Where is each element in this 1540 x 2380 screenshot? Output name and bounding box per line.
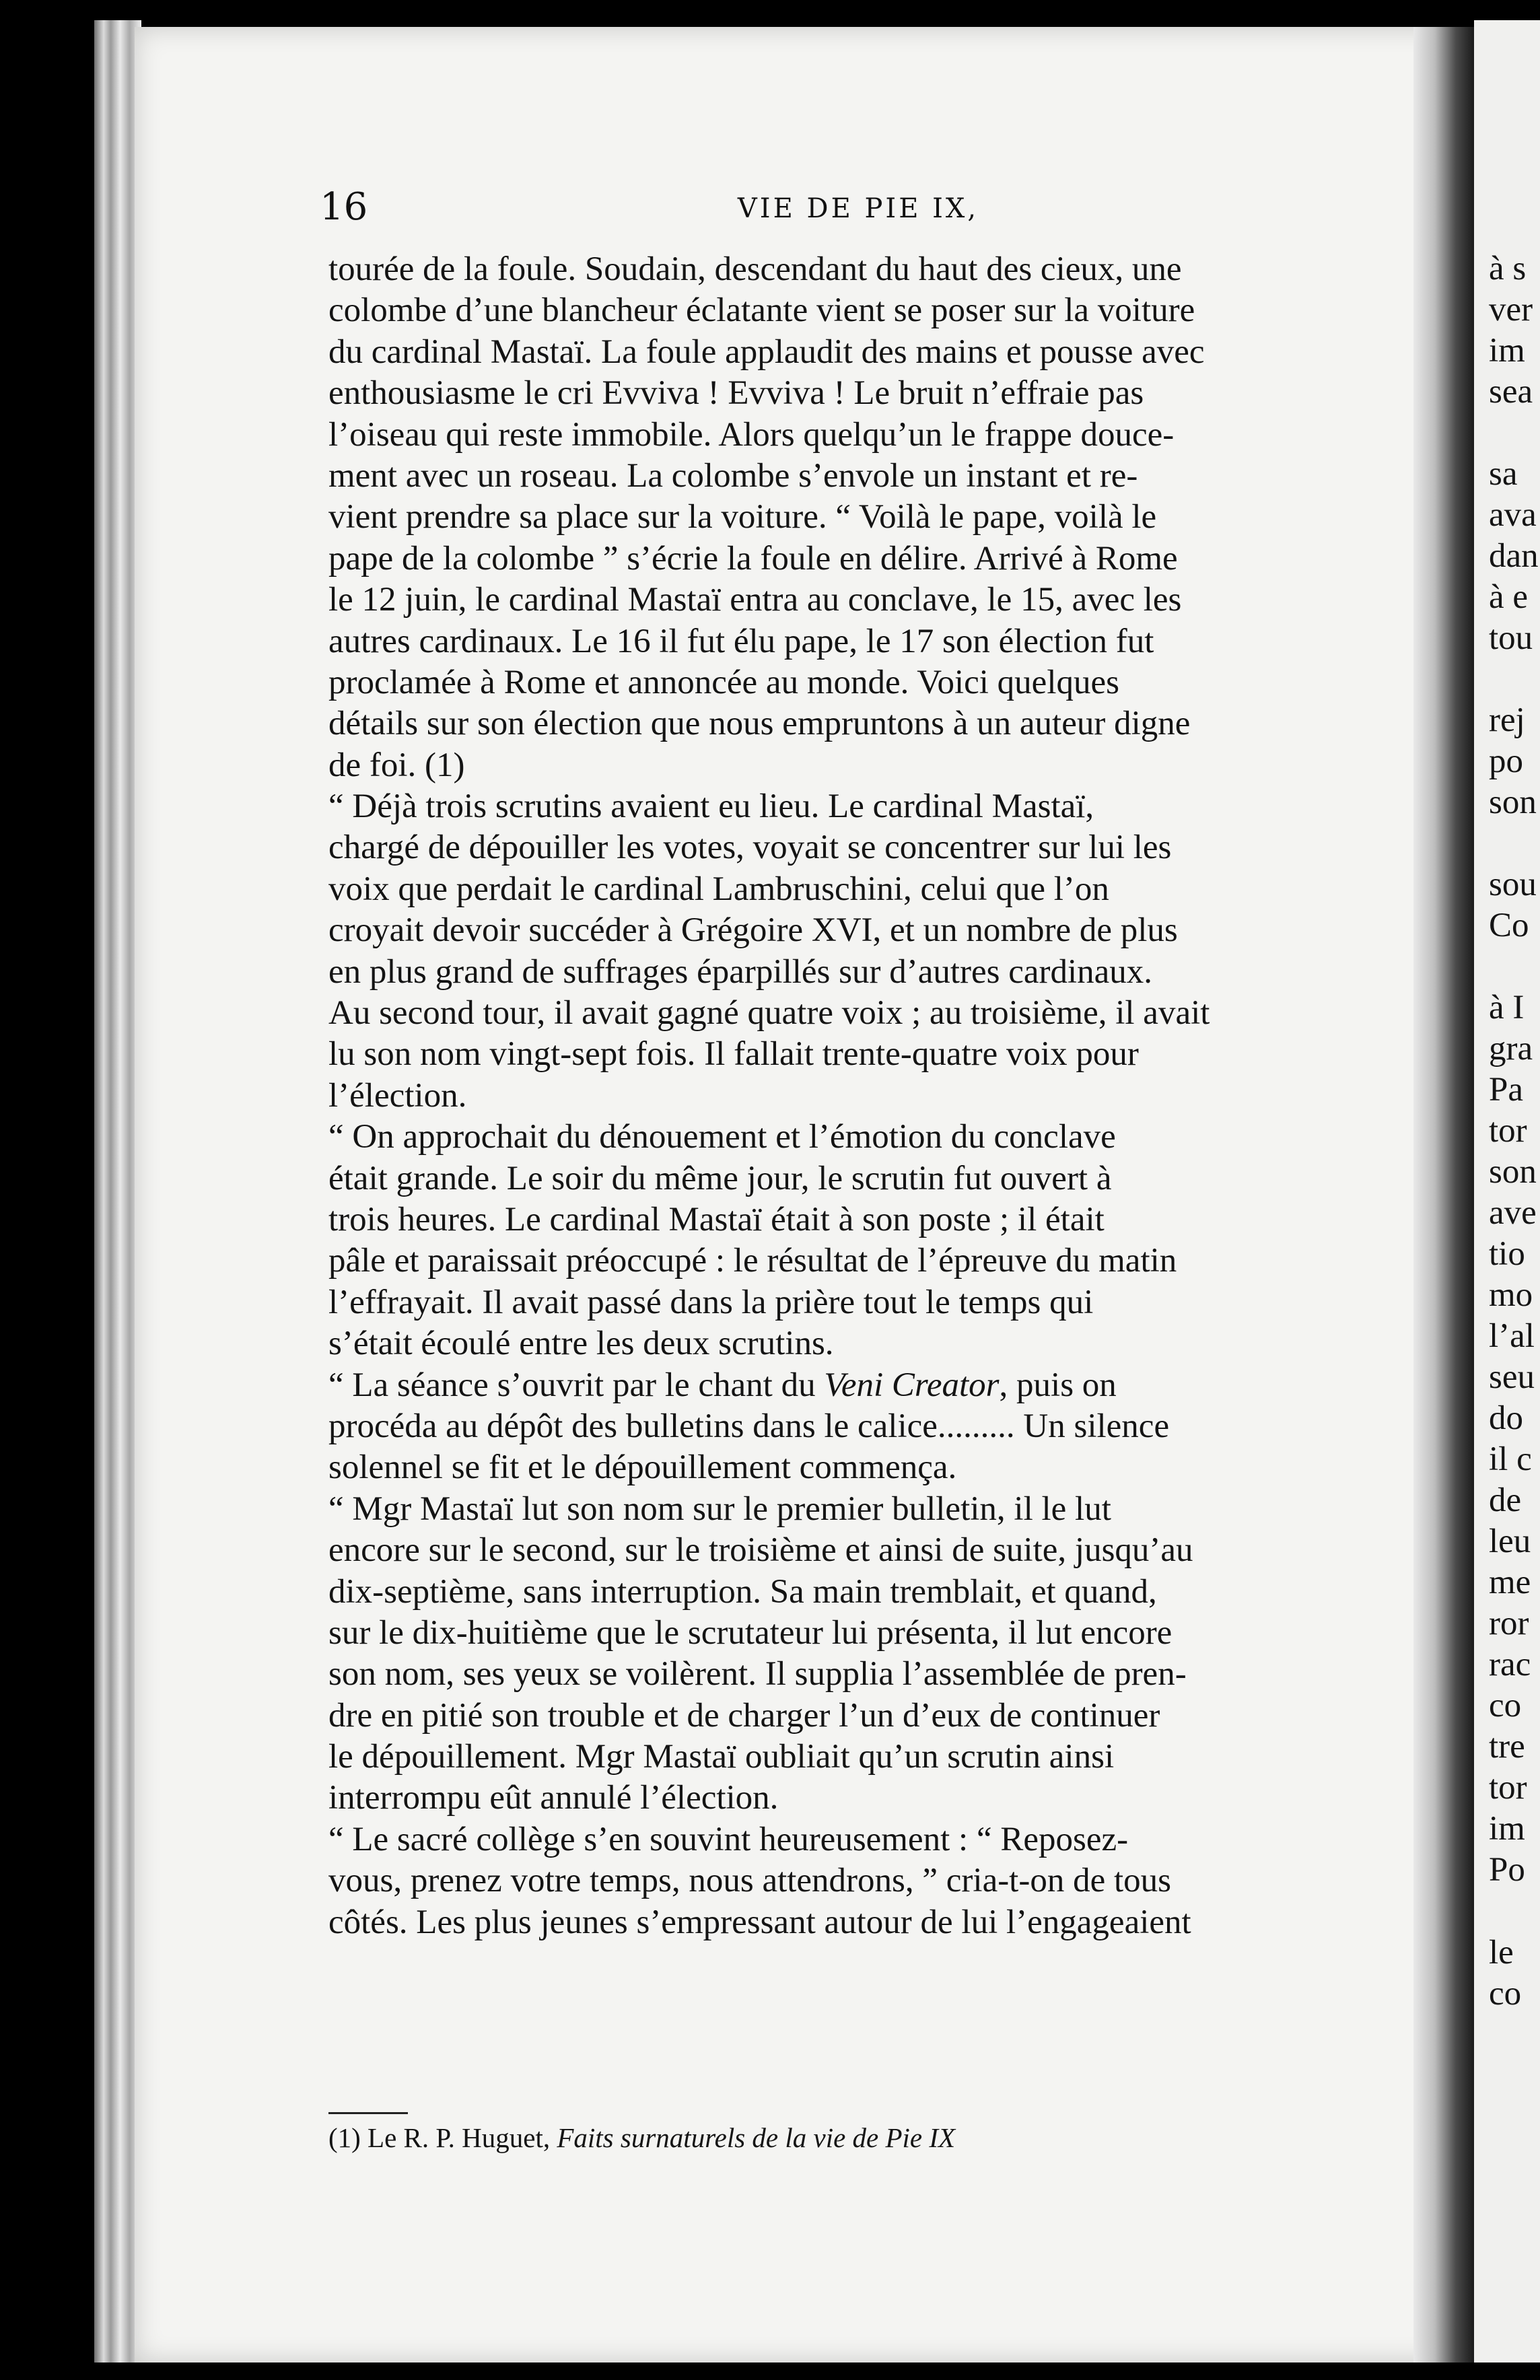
facing-page-fragment: ava	[1489, 496, 1537, 534]
text-line: de foi. (1)	[328, 746, 465, 784]
text-line: l’oiseau qui reste immobile. Alors quelqu’un le frappe douce-	[328, 415, 1175, 454]
text-line: autres cardinaux. Le 16 il fut élu pape, le 17 son élection fut	[328, 622, 1154, 660]
facing-page-fragment: son	[1489, 1153, 1537, 1191]
text-line: vous, prenez votre temps, nous attendrons, ” cria-t-on de tous	[328, 1862, 1171, 1900]
facing-page-fragment: ver	[1489, 291, 1533, 328]
page-header	[320, 185, 1397, 246]
facing-page-fragment: tou	[1489, 619, 1533, 657]
body-text	[328, 249, 1395, 1943]
text-line: sur le dix-huitième que le scrutateur lui présenta, il lut encore	[328, 1613, 1172, 1652]
facing-page-fragment: Pa	[1489, 1071, 1523, 1109]
text-line: pâle et paraissait préoccupé : le résultat de l’épreuve du matin	[328, 1242, 1177, 1280]
facing-page-fragment: im	[1489, 332, 1525, 370]
facing-page-fragment: im	[1489, 1810, 1525, 1848]
facing-page-fragment: rac	[1489, 1646, 1531, 1683]
text-line: dix-septième, sans interruption. Sa main tremblait, et quand,	[328, 1572, 1157, 1611]
text-line: s’était écoulé entre les deux scrutins.	[328, 1325, 834, 1363]
text-line: ment avec un roseau. La colombe s’envole un instant et re-	[328, 456, 1138, 495]
footnote-rule	[328, 2112, 408, 2114]
facing-page-fragment: co	[1489, 1687, 1522, 1724]
facing-page-fragment: tio	[1489, 1235, 1525, 1273]
text-line: interrompu eût annulé l’élection.	[328, 1779, 779, 1817]
page-number: 16	[320, 185, 368, 229]
facing-page-fragment: Co	[1489, 907, 1529, 944]
text-line: tourée de la foule. Soudain, descendant du haut des cieux, une	[328, 250, 1182, 288]
text-line: colombe d’une blancheur éclatante vient se poser sur la voiture	[328, 291, 1195, 330]
text-line: le 12 juin, le cardinal Mastaï entra au conclave, le 15, avec les	[328, 581, 1182, 619]
text-line: était grande. Le soir du même jour, le scrutin fut ouvert à	[328, 1159, 1112, 1197]
text-line: solennel se fit et le dépouillement commença.	[328, 1448, 957, 1487]
text-line: l’élection.	[328, 1076, 467, 1115]
facing-page-fragment: rej	[1489, 701, 1525, 739]
facing-page-fragment: gra	[1489, 1030, 1533, 1068]
facing-page-fragment: ave	[1489, 1194, 1537, 1232]
text-line: “ Le sacré collège s’en souvint heureusement : “ Reposez-	[328, 1820, 1129, 1858]
facing-page-fragment: sa	[1489, 455, 1518, 493]
text-line: son nom, ses yeux se voilèrent. Il supplia l’assemblée de pren-	[328, 1655, 1187, 1693]
facing-page-fragment: Po	[1489, 1851, 1525, 1889]
text-line: dre en pitié son trouble et de charger l’un d’eux de continuer	[328, 1696, 1160, 1735]
text-line: croyait devoir succéder à Grégoire XVI, et un nombre de plus	[328, 911, 1178, 950]
facing-page-fragment: ror	[1489, 1605, 1529, 1642]
facing-page-fragment: son	[1489, 783, 1537, 821]
facing-page-fragment: tor	[1489, 1112, 1527, 1150]
footnote-title: Faits surnaturels de la vie de Pie IX	[557, 2122, 956, 2153]
text-line: proclamée à Rome et annoncée au monde. Voici quelques	[328, 663, 1119, 701]
text-line: encore sur le second, sur le troisième et ainsi de suite, jusqu’au	[328, 1531, 1193, 1570]
facing-page-fragment: po	[1489, 742, 1523, 780]
facing-page-fragment: à I	[1489, 989, 1525, 1026]
text-line: l’effrayait. Il avait passé dans la prière tout le temps qui	[328, 1283, 1094, 1321]
facing-page-fragment: sou	[1489, 866, 1537, 903]
facing-page-fragment: l’al	[1489, 1317, 1535, 1355]
facing-page-fragment: tre	[1489, 1728, 1525, 1765]
facing-page-fragment: de	[1489, 1481, 1522, 1519]
facing-page-fragment: co	[1489, 1975, 1522, 2013]
text-line: détails sur son élection que nous empruntons à un auteur digne	[328, 705, 1191, 743]
facing-page-fragment: à s	[1489, 250, 1527, 287]
text-line: le dépouillement. Mgr Mastaï oubliait qu’un scrutin ainsi	[328, 1738, 1115, 1776]
text-line: pape de la colombe ” s’écrie la foule en délire. Arrivé à Rome	[328, 539, 1178, 578]
text-line: voix que perdait le cardinal Lambruschini, celui que l’on	[328, 870, 1109, 908]
text-line: chargé de dépouiller les votes, voyait se concentrer sur lui les	[328, 829, 1172, 867]
text-line: “ La séance s’ouvrit par le chant du Veni Creator, puis on	[328, 1366, 1117, 1404]
text-line: Au second tour, il avait gagné quatre voix ; au troisième, il avait	[328, 994, 1210, 1032]
text-line: “ Mgr Mastaï lut son nom sur le premier bulletin, il le lut	[328, 1490, 1111, 1528]
facing-page-fragment: le	[1489, 1934, 1514, 1971]
facing-page-fragment: dan	[1489, 537, 1539, 575]
text-line: côtés. Les plus jeunes s’empressant autour de lui l’engageaient	[328, 1903, 1191, 1941]
facing-page-fragment: tor	[1489, 1769, 1527, 1807]
text-line: lu son nom vingt-sept fois. Il fallait trente-quatre voix pour	[328, 1035, 1139, 1074]
running-title: VIE DE PIE IX,	[737, 193, 979, 224]
footnote	[328, 2120, 1395, 2155]
text-line: du cardinal Mastaï. La foule applaudit des mains et pousse avec	[328, 332, 1205, 371]
facing-page-edge	[1474, 20, 1540, 2362]
footnote-marker: (1) Le R. P. Huguet,	[328, 2122, 551, 2153]
book-gutter	[1413, 27, 1474, 2362]
facing-page-fragment: me	[1489, 1564, 1531, 1601]
facing-page-fragment: à e	[1489, 578, 1529, 616]
text-line: vient prendre sa place sur la voiture. “ Voilà le pape, voilà le	[328, 498, 1157, 536]
text-line: trois heures. Le cardinal Mastaï était à son poste ; il était	[328, 1200, 1105, 1238]
facing-page-fragment: mo	[1489, 1276, 1533, 1314]
facing-page-fragment: il c	[1489, 1440, 1532, 1478]
text-line: enthousiasme le cri Evviva ! Evviva ! Le bruit n’effraie pas	[328, 374, 1144, 413]
text-line: “ Déjà trois scrutins avaient eu lieu. Le cardinal Mastaï,	[328, 788, 1094, 826]
text-line: procéda au dépôt des bulletins dans le calice......... Un silence	[328, 1407, 1170, 1445]
text-line: “ On approchait du dénouement et l’émotion du conclave	[328, 1118, 1116, 1156]
facing-page-fragment: seu	[1489, 1358, 1535, 1396]
facing-page-fragment: leu	[1489, 1523, 1531, 1560]
facing-page-fragment: do	[1489, 1399, 1523, 1437]
text-line: en plus grand de suffrages éparpillés sur d’autres cardinaux.	[328, 952, 1153, 991]
facing-page-fragment: sea	[1489, 373, 1533, 411]
